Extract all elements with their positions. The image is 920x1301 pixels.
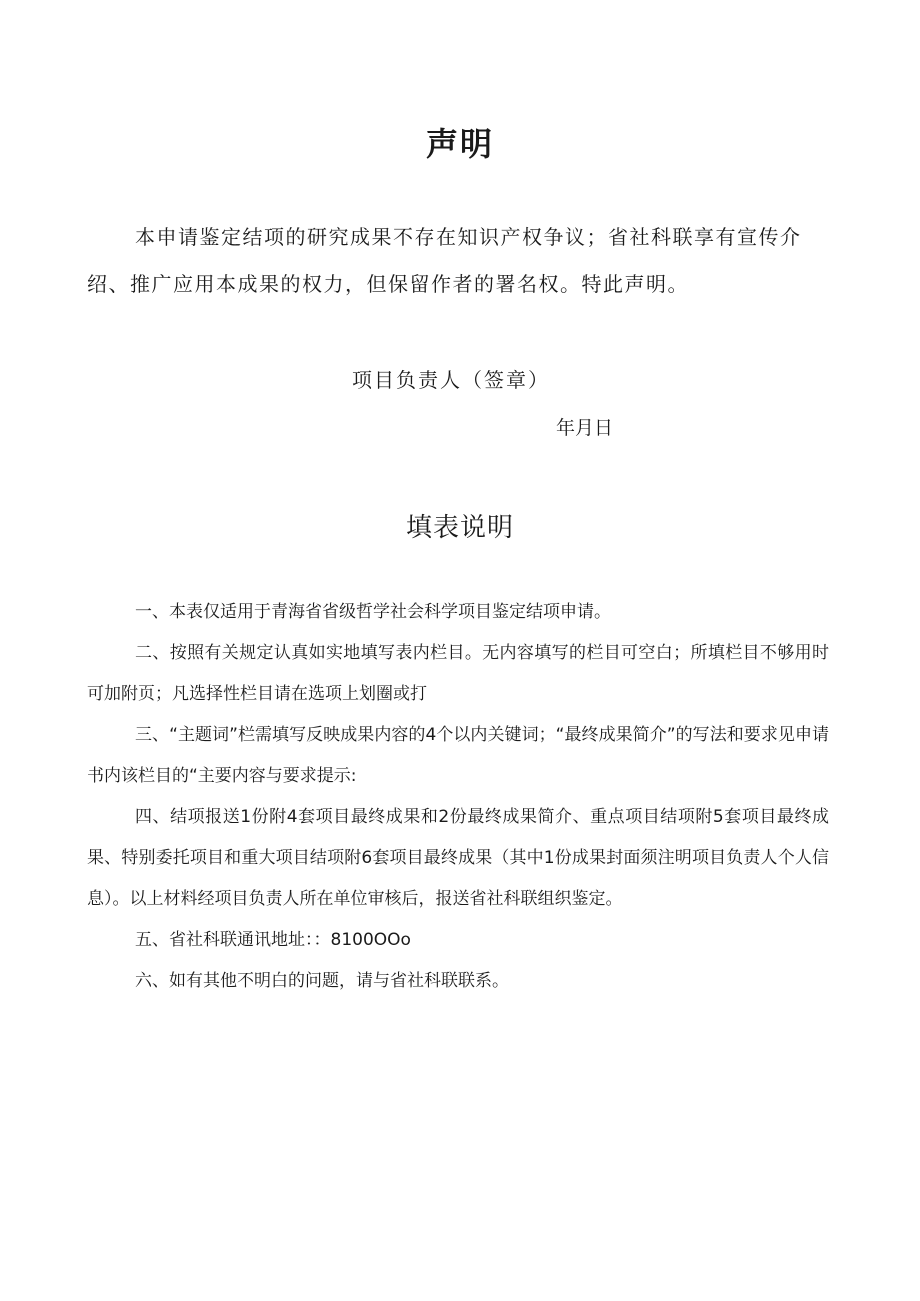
instruction-item: 三、“主题词”栏需填写反映成果内容的4个以内关键词；“最终成果简介”的写法和要求见申请书内该栏目的“主要内容与要求提示: bbox=[87, 725, 829, 786]
instruction-item: 一、本表仅适用于青海省省级哲学社会科学项目鉴定结项申请。 bbox=[135, 602, 611, 622]
signer-label: 项目负责人（签章） bbox=[352, 368, 550, 392]
instruction-item: 四、结项报送1份附4套项目最终成果和2份最终成果简介、重点项目结项附5套项目最终成果、特别委托项目和重大项目结项附6套项目最终成果（其中1份成果封面须注明项目负责人个人信息）。以上材料经项目负责人所在单位审核后，报送省社科联组织鉴定。 bbox=[87, 807, 829, 909]
instruction-item: 六、如有其他不明白的问题，请与省社科联联系。 bbox=[135, 971, 509, 991]
declaration-title: 声明 bbox=[425, 125, 494, 163]
instructions-title: 填表说明 bbox=[405, 513, 514, 543]
declaration-body: 本申请鉴定结项的研究成果不存在知识产权争议；省社科联享有宣传介绍、推广应用本成果的权力，但保留作者的署名权。特此声明。 bbox=[87, 225, 802, 296]
date-label: 年月日 bbox=[556, 417, 614, 439]
instruction-item: 二、按照有关规定认真如实地填写表内栏目。无内容填写的栏目可空白；所填栏目不够用时可加附页；凡选择性栏目请在选项上划圈或打 bbox=[87, 643, 829, 704]
instruction-item: 五、省社科联通讯地址：：8100OOo bbox=[135, 930, 411, 950]
instructions-list bbox=[87, 592, 829, 1002]
